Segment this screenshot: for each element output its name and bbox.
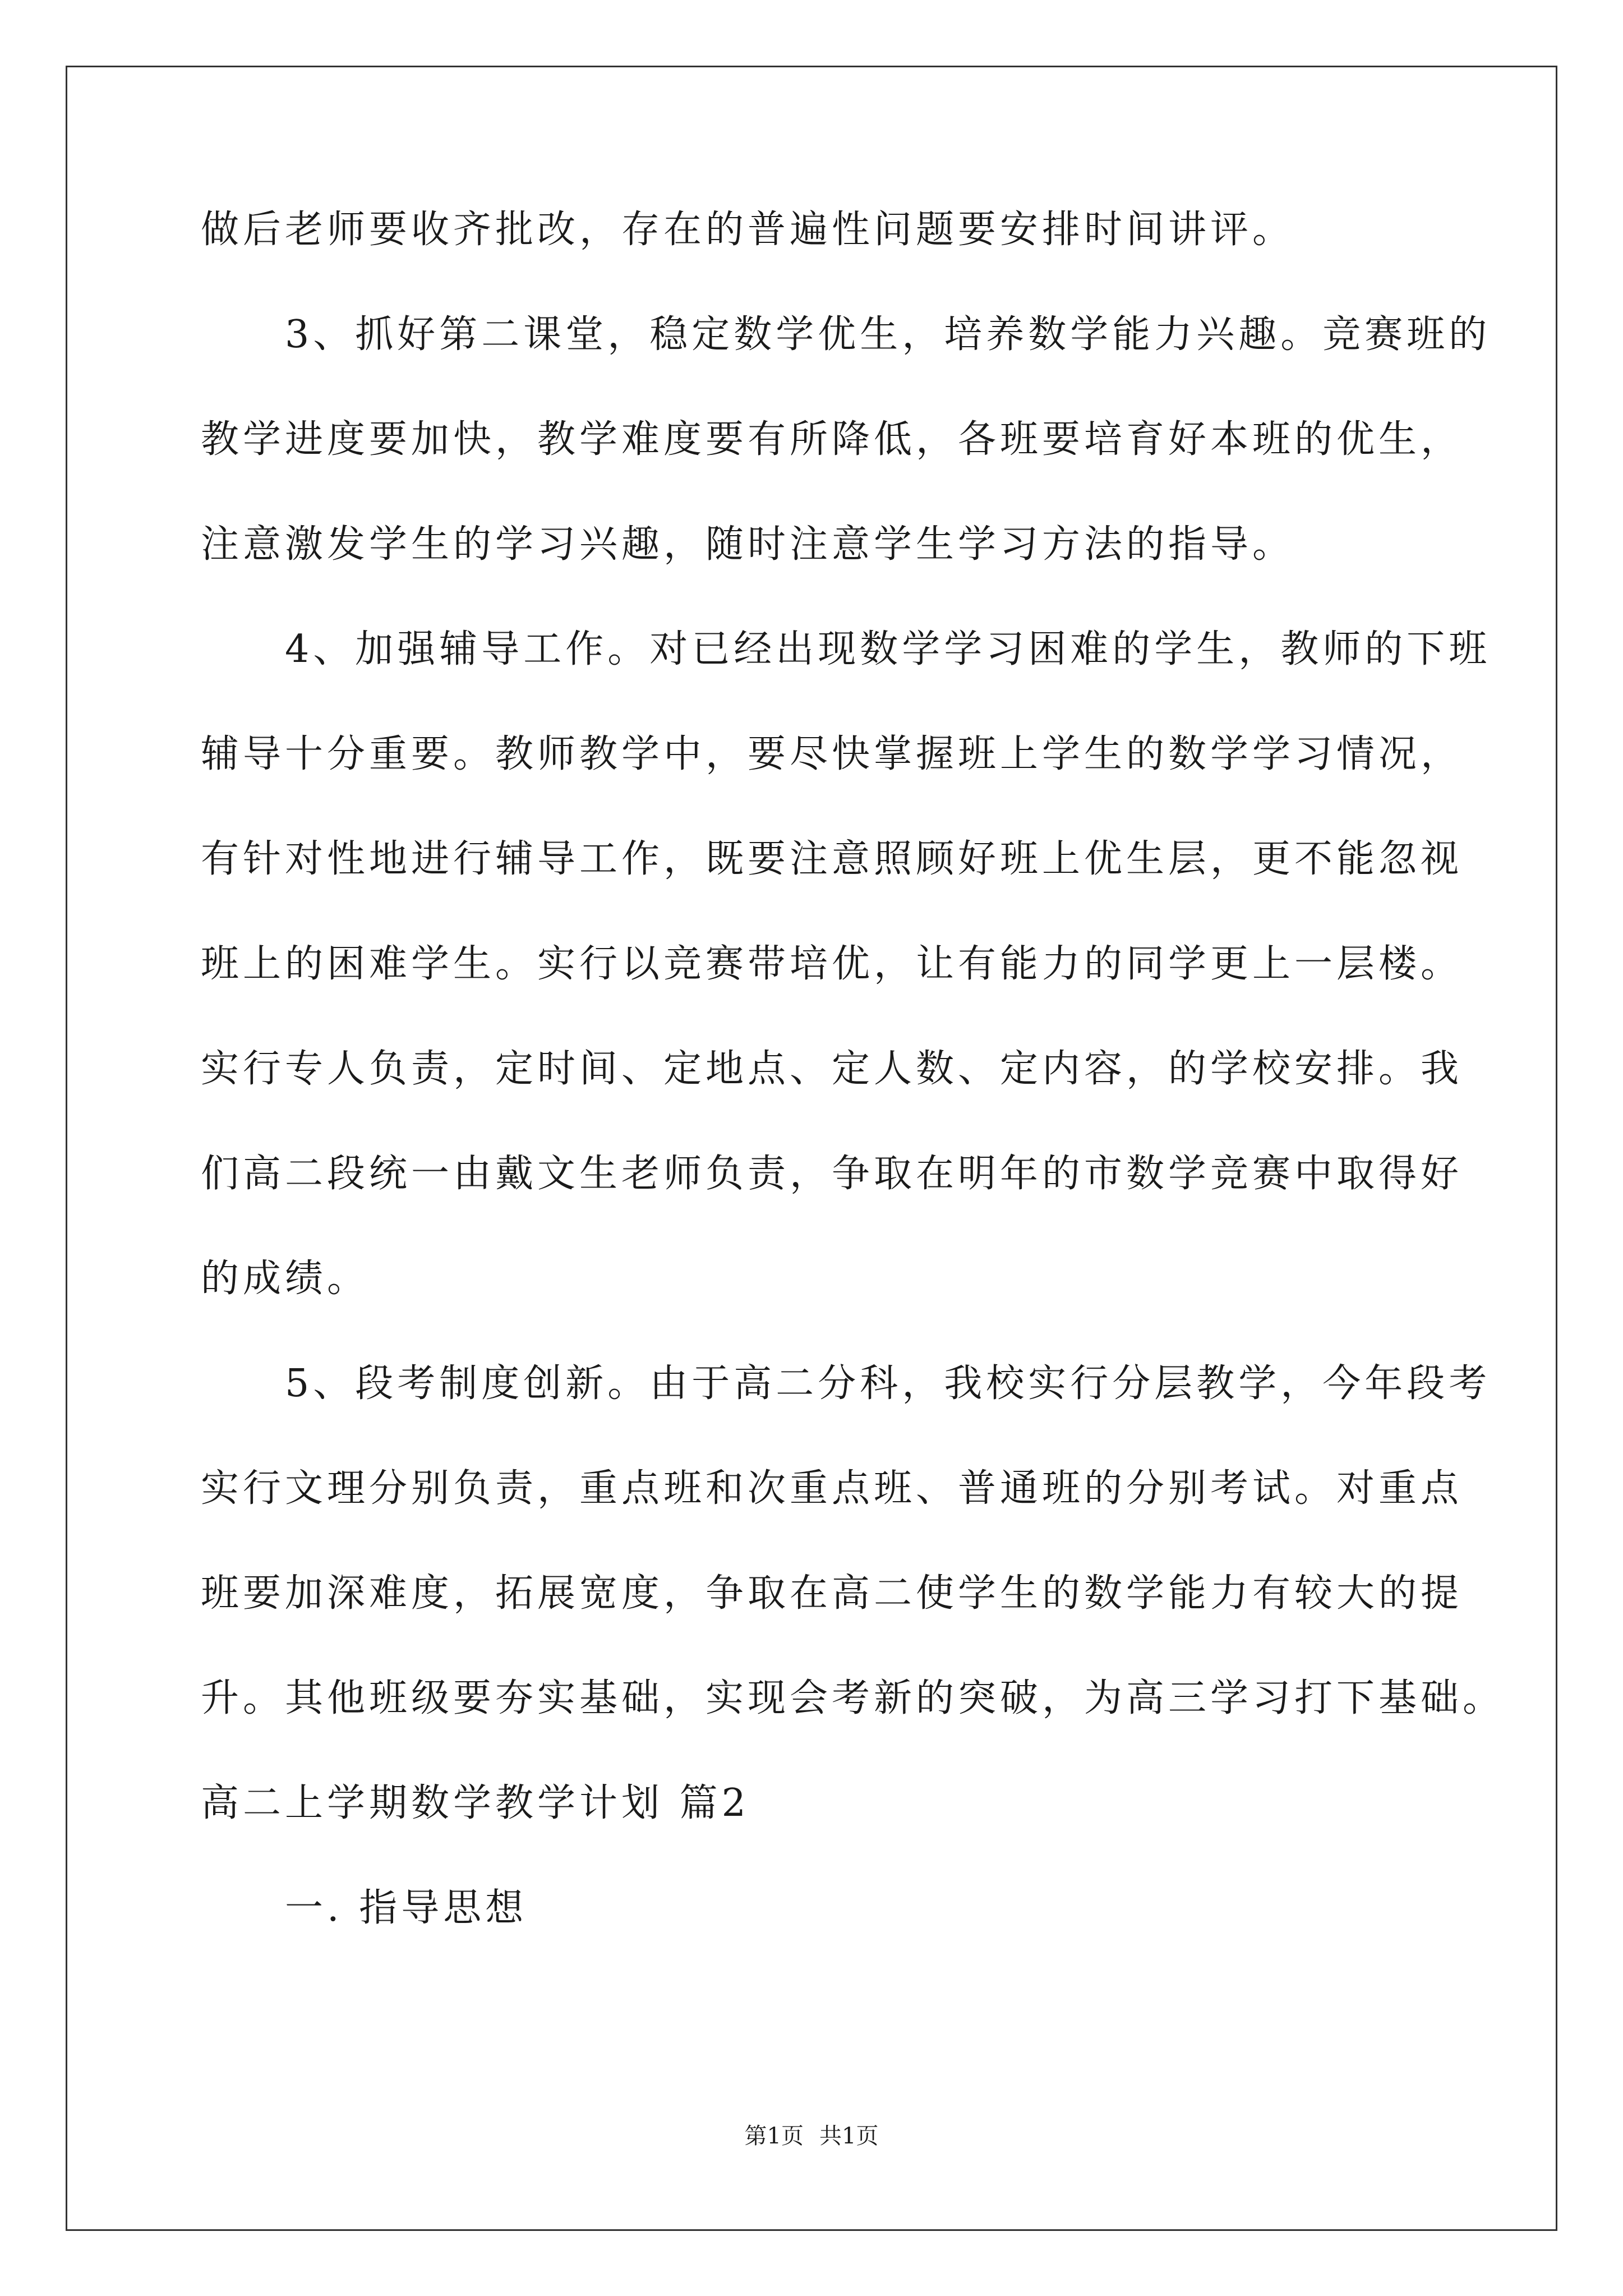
text-line: 的成绩。 [201, 1257, 370, 1301]
section-heading: 高二上学期数学教学计划 篇2 [201, 1781, 750, 1825]
page-number-current: 第1页 [744, 2123, 804, 2149]
text-line: 实行专人负责，定时间、定地点、定人数、定内容，的学校安排。我 [201, 1047, 1463, 1091]
text-line: 做后老师要收齐批改，存在的普遍性问题要安排时间讲评。 [201, 208, 1295, 252]
text-line: 注意激发学生的学习兴趣，随时注意学生学习方法的指导。 [201, 522, 1295, 567]
subsection-heading: 一. 指导思想 [201, 1886, 528, 1930]
text-line: 们高二段统一由戴文生老师负责，争取在明年的市数学竞赛中取得好 [201, 1152, 1463, 1196]
text-line: 5、段考制度创新。由于高二分科，我校实行分层教学，今年段考 [201, 1361, 1491, 1406]
page-number-total: 共1页 [819, 2123, 879, 2149]
text-line: 班要加深难度，拓展宽度，争取在高二使学生的数学能力有较大的提 [201, 1571, 1463, 1616]
text-line: 3、抓好第二课堂，稳定数学优生，培养数学能力兴趣。竞赛班的 [201, 312, 1491, 357]
text-line: 实行文理分别负责，重点班和次重点班、普通班的分别考试。对重点 [201, 1466, 1463, 1511]
text-line: 辅导十分重要。教师教学中，要尽快掌握班上学生的数学学习情况， [201, 732, 1463, 776]
text-line: 4、加强辅导工作。对已经出现数学学习困难的学生，教师的下班 [201, 627, 1491, 671]
page-footer [0, 2122, 1623, 2150]
text-line: 教学进度要加快，教学难度要有所降低，各班要培育好本班的优生， [201, 417, 1463, 462]
text-line: 班上的困难学生。实行以竞赛带培优，让有能力的同学更上一层楼。 [201, 942, 1463, 986]
text-line: 有针对性地进行辅导工作，既要注意照顾好班上优生层，更不能忽视 [201, 837, 1463, 881]
text-line: 升。其他班级要夯实基础，实现会考新的突破，为高三学习打下基础。 [201, 1676, 1505, 1720]
